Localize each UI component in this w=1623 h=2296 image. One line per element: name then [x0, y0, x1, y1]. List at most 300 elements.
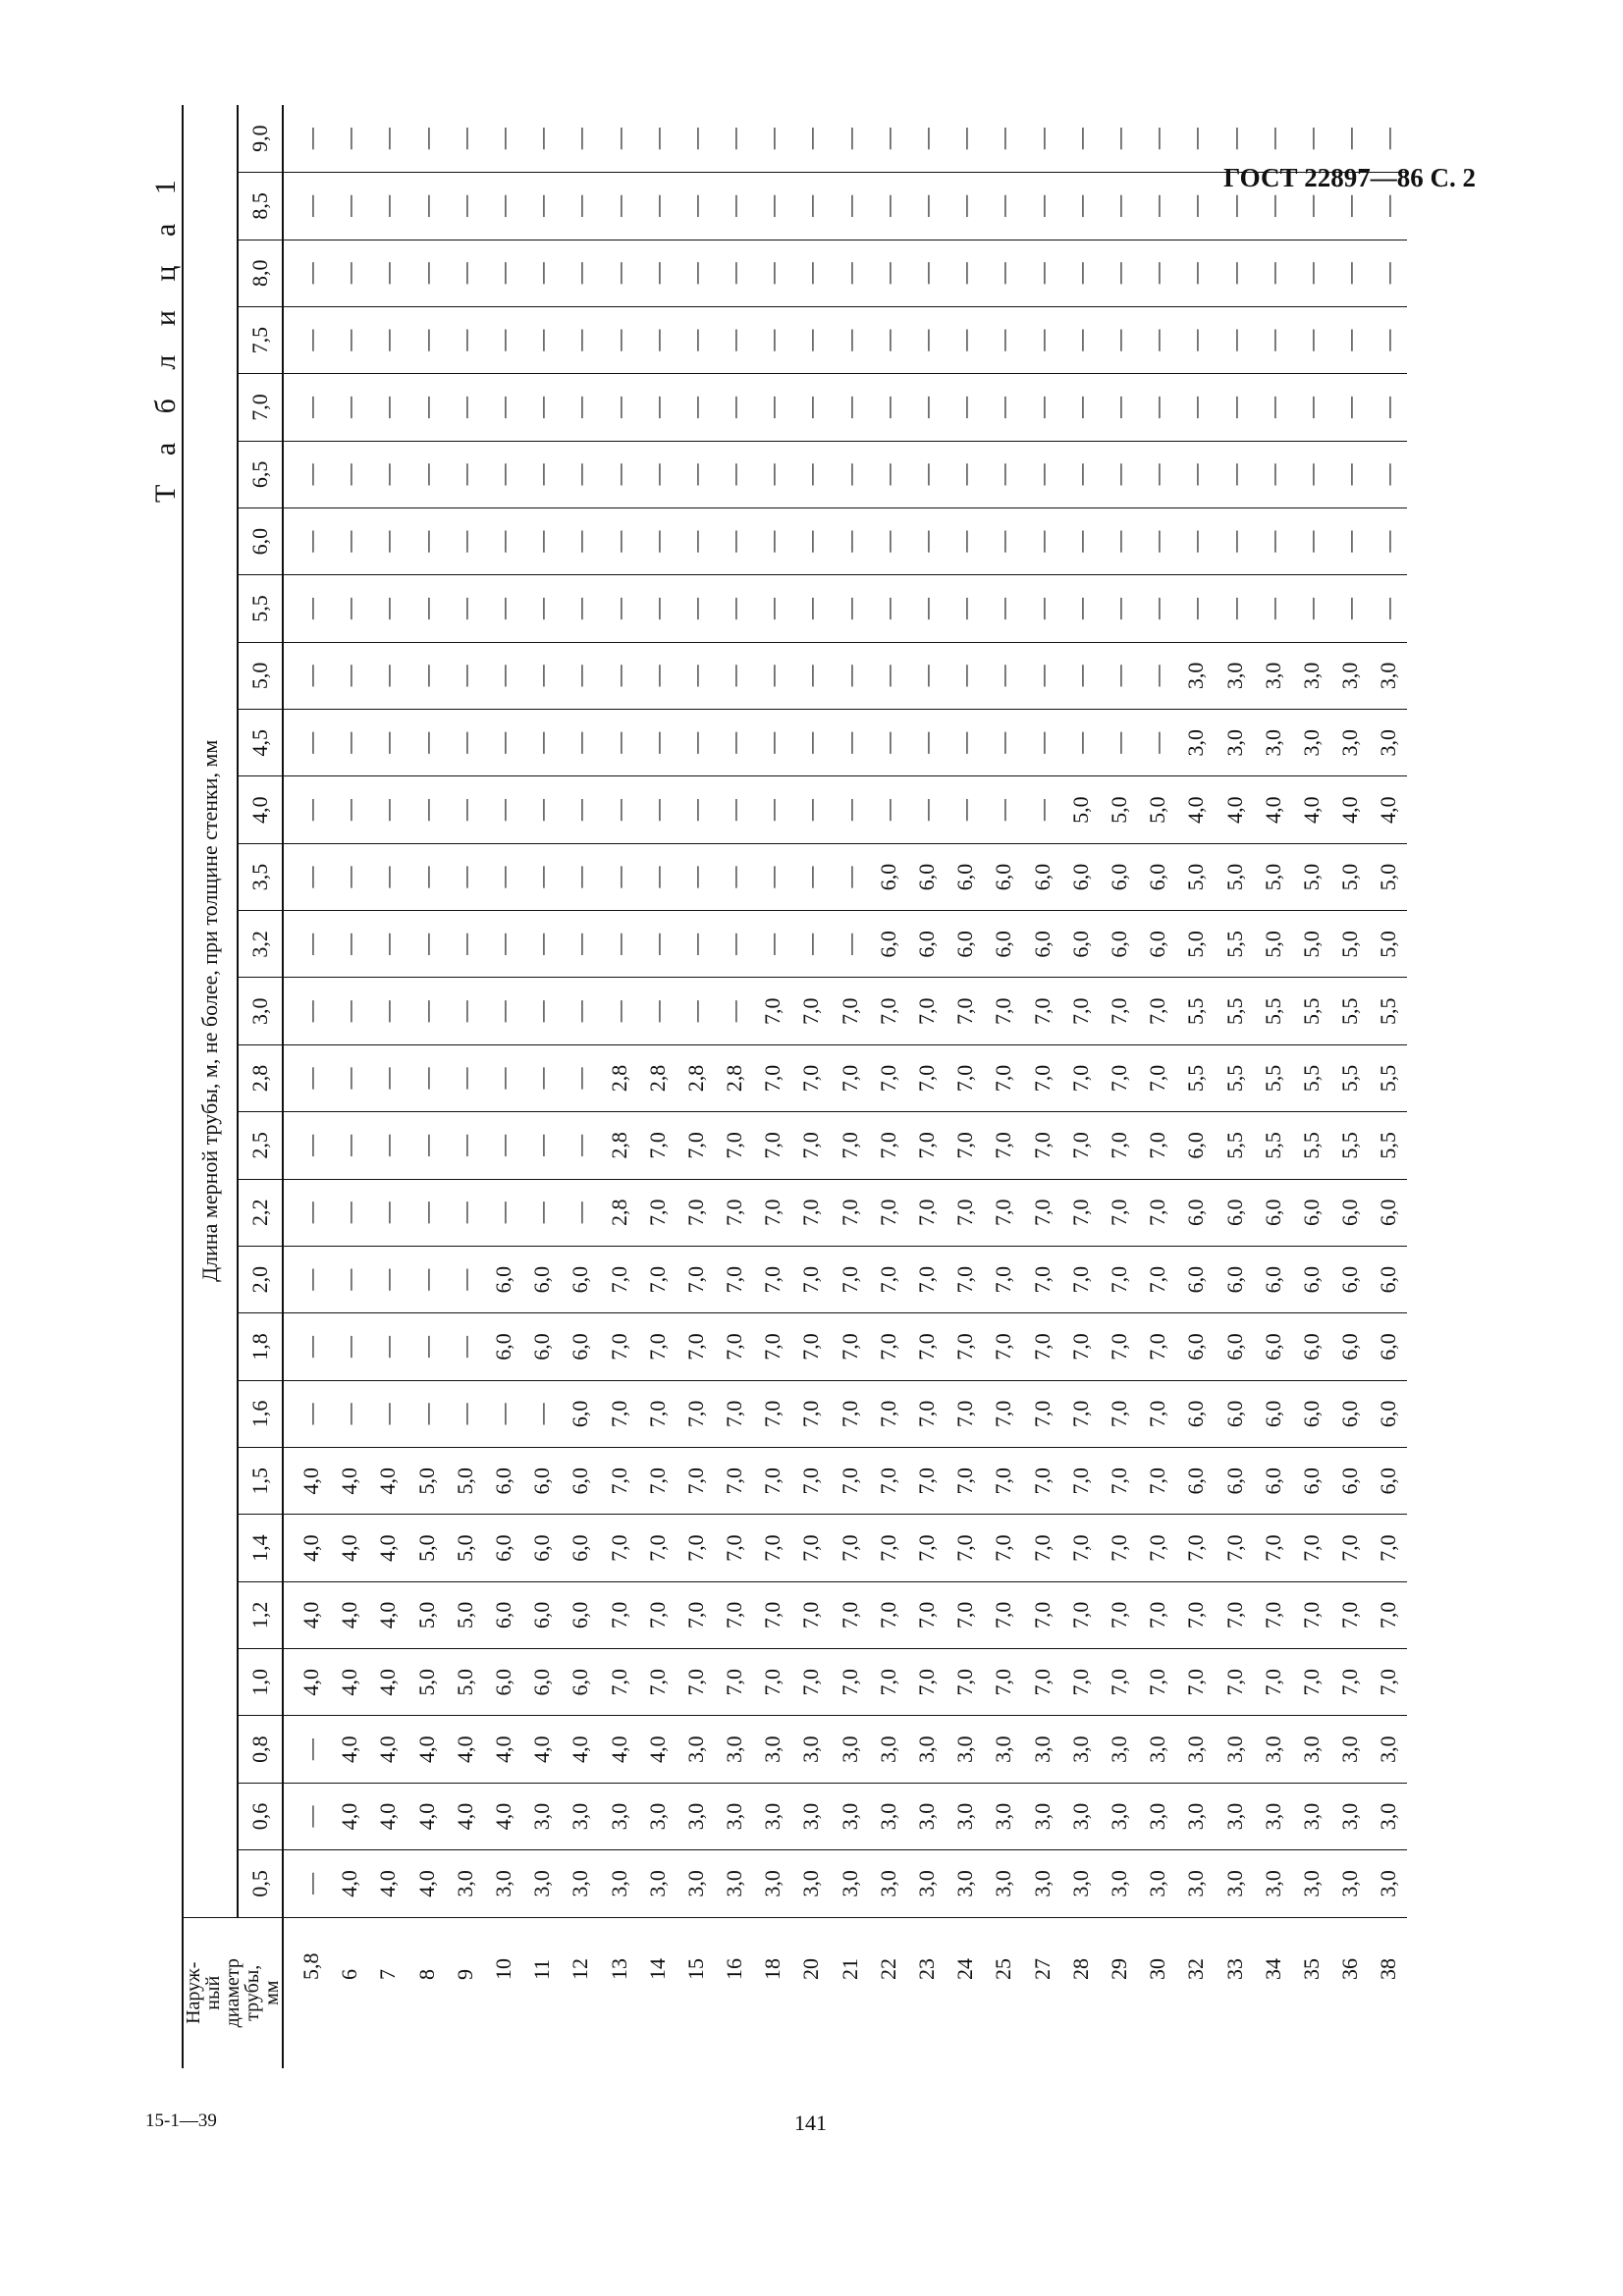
dash-value: — — [952, 530, 978, 553]
dash-value: — — [337, 866, 362, 888]
length-value: 6,0 — [529, 1467, 555, 1495]
length-value: 4,0 — [375, 1534, 401, 1562]
dash-value: — — [1376, 530, 1401, 553]
length-value: 3,0 — [1376, 1870, 1401, 1897]
length-value: 3,0 — [1260, 662, 1285, 690]
dash-value: — — [837, 799, 862, 822]
dash-value: — — [1145, 396, 1170, 418]
length-value: 5,5 — [1221, 931, 1247, 958]
length-value: 7,0 — [798, 1400, 824, 1428]
dash-value: — — [337, 933, 362, 955]
dash-value: — — [644, 396, 670, 418]
dash-value: — — [413, 530, 439, 553]
dash-value: — — [337, 1335, 362, 1358]
dash-value: — — [298, 1872, 323, 1895]
length-value: 7,0 — [1183, 1601, 1209, 1629]
length-value: 6,0 — [1145, 863, 1170, 891]
length-value: 7,0 — [798, 1199, 824, 1227]
dash-value: — — [682, 866, 708, 888]
length-value: 6,0 — [1183, 1132, 1209, 1159]
length-value: 6,0 — [568, 1601, 593, 1629]
dash-value: — — [1183, 463, 1209, 486]
dash-value: — — [1106, 329, 1131, 351]
length-value: 7,0 — [1376, 1601, 1401, 1629]
dash-value: — — [952, 262, 978, 285]
thickness-header: 8,0 — [238, 240, 283, 306]
dash-value: — — [375, 1403, 401, 1425]
diameter-header — [183, 1917, 283, 2068]
dash-value: — — [529, 1134, 555, 1156]
length-value: 3,0 — [837, 1735, 862, 1763]
length-value: 6,0 — [568, 1265, 593, 1294]
dash-value: — — [490, 799, 515, 822]
length-value: 7,0 — [991, 997, 1016, 1025]
dash-value: — — [568, 1201, 593, 1224]
length-value: 6,0 — [1221, 1265, 1247, 1294]
dash-value: — — [375, 128, 401, 150]
length-value: 3,0 — [875, 1870, 900, 1897]
length-value: 3,0 — [760, 1870, 785, 1897]
length-value: 4,0 — [1183, 796, 1209, 824]
length-value: 3,0 — [1221, 1735, 1247, 1763]
length-value: 5,5 — [1298, 1132, 1324, 1159]
dash-value: — — [952, 665, 978, 687]
length-value: 5,5 — [1337, 997, 1363, 1025]
dash-value: — — [606, 866, 631, 888]
length-value: 6,0 — [875, 931, 900, 958]
dash-value: — — [760, 866, 785, 888]
length-value: 7,0 — [606, 1467, 631, 1495]
length-value: 7,0 — [682, 1601, 708, 1629]
dash-value: — — [413, 329, 439, 351]
length-value: 7,0 — [760, 1669, 785, 1696]
length-value: 7,0 — [1106, 1064, 1131, 1093]
length-value: 6,0 — [1183, 1467, 1209, 1495]
dash-value: — — [1029, 194, 1055, 217]
dash-value: — — [452, 262, 477, 285]
dash-value: — — [875, 530, 900, 553]
length-value: 7,0 — [722, 1132, 747, 1159]
dash-value: — — [1145, 530, 1170, 553]
length-value: 4,0 — [375, 1669, 401, 1696]
length-value: 7,0 — [1106, 1265, 1131, 1294]
length-value: 7,0 — [606, 1333, 631, 1361]
length-value: 7,0 — [991, 1400, 1016, 1428]
dash-value: — — [529, 1067, 555, 1090]
span-header: Длина мерной трубы, м, не более, при толщине стенки, мм — [183, 105, 238, 1917]
length-value: 3,0 — [760, 1735, 785, 1763]
diameter-value: 12 — [568, 1958, 593, 1980]
length-value: 7,0 — [1145, 1199, 1170, 1227]
length-value: 2,8 — [606, 1199, 631, 1227]
length-value: 3,0 — [1106, 1735, 1131, 1763]
dash-value: — — [760, 799, 785, 822]
dash-value: — — [991, 128, 1016, 150]
length-value: 5,5 — [1221, 1064, 1247, 1093]
dash-value: — — [1029, 731, 1055, 754]
length-value: 7,0 — [722, 1534, 747, 1562]
dash-value: — — [1221, 262, 1247, 285]
dash-value: — — [298, 1403, 323, 1425]
length-value: 7,0 — [606, 1400, 631, 1428]
length-value: 7,0 — [760, 1467, 785, 1495]
dash-value: — — [529, 128, 555, 150]
dash-value: — — [644, 1000, 670, 1023]
length-value: 4,0 — [644, 1735, 670, 1763]
length-value: 7,0 — [722, 1601, 747, 1629]
length-value: 6,0 — [1376, 1265, 1401, 1294]
length-value: 7,0 — [798, 997, 824, 1025]
dash-value: — — [644, 463, 670, 486]
dash-value: — — [798, 665, 824, 687]
thickness-header: 6,0 — [238, 507, 283, 574]
dash-value: — — [452, 731, 477, 754]
dash-value: — — [798, 396, 824, 418]
dash-value: — — [375, 598, 401, 620]
length-value: 5,0 — [1376, 863, 1401, 891]
dash-value: — — [991, 396, 1016, 418]
length-value: 6,0 — [1298, 1467, 1324, 1495]
length-value: 6,0 — [568, 1534, 593, 1562]
dash-value: — — [798, 731, 824, 754]
dash-value: — — [568, 128, 593, 150]
diameter-value: 6 — [337, 1969, 362, 1980]
length-value: 7,0 — [760, 1064, 785, 1093]
length-value: 7,0 — [798, 1669, 824, 1696]
length-value: 7,0 — [837, 1534, 862, 1562]
diameter-value: 15 — [682, 1958, 708, 1980]
length-value: 3,0 — [1183, 1870, 1209, 1897]
dash-value: — — [682, 665, 708, 687]
dash-value: — — [452, 1268, 477, 1291]
dash-value: — — [413, 866, 439, 888]
length-value: 6,0 — [490, 1601, 515, 1629]
length-value: 3,0 — [490, 1870, 515, 1897]
thickness-column — [283, 575, 1407, 642]
length-value: 6,0 — [529, 1534, 555, 1562]
dash-value: — — [298, 598, 323, 620]
dash-value: — — [413, 1201, 439, 1224]
length-value: 7,0 — [1067, 997, 1093, 1025]
thickness-column — [283, 1179, 1407, 1246]
dash-value: — — [1029, 799, 1055, 822]
length-value: 7,0 — [644, 1265, 670, 1294]
length-value: 3,0 — [952, 1735, 978, 1763]
dash-value: — — [798, 128, 824, 150]
dash-value: — — [452, 933, 477, 955]
diameter-value: 11 — [529, 1958, 555, 1980]
length-value: 6,0 — [1067, 863, 1093, 891]
length-value: 3,0 — [914, 1735, 939, 1763]
length-value: 2,8 — [722, 1064, 747, 1093]
length-value: 5,0 — [1260, 863, 1285, 891]
length-value: 3,0 — [644, 1802, 670, 1831]
length-value: 7,0 — [952, 1132, 978, 1159]
length-value: 5,0 — [1145, 796, 1170, 824]
dash-value: — — [1298, 463, 1324, 486]
dash-value: — — [452, 194, 477, 217]
length-value: 6,0 — [490, 1669, 515, 1696]
thickness-column — [283, 1380, 1407, 1447]
length-value: 7,0 — [682, 1265, 708, 1294]
body-row — [283, 105, 1407, 2068]
length-value: 3,0 — [798, 1735, 824, 1763]
dash-value: — — [337, 1134, 362, 1156]
dash-value: — — [798, 194, 824, 217]
dash-value: — — [1260, 262, 1285, 285]
diameter-value: 14 — [644, 1958, 670, 1980]
dash-value: — — [837, 530, 862, 553]
thickness-header: 0,6 — [238, 1783, 283, 1849]
length-value: 2,8 — [644, 1064, 670, 1093]
length-value: 7,0 — [1145, 1132, 1170, 1159]
thickness-header: 6,5 — [238, 441, 283, 507]
dash-value: — — [722, 1000, 747, 1023]
dash-value: — — [722, 262, 747, 285]
length-value: 7,0 — [644, 1199, 670, 1227]
thickness-column — [283, 240, 1407, 306]
length-value: 7,0 — [914, 1265, 939, 1294]
length-value: 4,0 — [529, 1735, 555, 1763]
length-value: 7,0 — [991, 1601, 1016, 1629]
dash-value: — — [1067, 530, 1093, 553]
length-value: 6,0 — [490, 1265, 515, 1294]
dash-value: — — [1106, 463, 1131, 486]
dash-value: — — [413, 1403, 439, 1425]
length-value: 7,0 — [875, 997, 900, 1025]
dash-value: — — [682, 262, 708, 285]
dash-value: — — [991, 799, 1016, 822]
dash-value: — — [798, 933, 824, 955]
dash-value: — — [722, 799, 747, 822]
dash-value: — — [1067, 329, 1093, 351]
dash-value: — — [952, 463, 978, 486]
dash-value: — — [452, 128, 477, 150]
length-value: 7,0 — [1029, 1265, 1055, 1294]
length-value: 7,0 — [1106, 1333, 1131, 1361]
length-value: 3,0 — [798, 1870, 824, 1897]
dash-value: — — [298, 1000, 323, 1023]
dash-value: — — [1183, 530, 1209, 553]
length-value: 5,0 — [452, 1467, 477, 1495]
length-value: 7,0 — [837, 1601, 862, 1629]
dash-value: — — [568, 194, 593, 217]
dash-value: — — [1260, 128, 1285, 150]
dash-value: — — [952, 598, 978, 620]
length-value: 3,0 — [991, 1802, 1016, 1831]
dash-value: — — [337, 1403, 362, 1425]
dash-value: — — [298, 665, 323, 687]
dash-value: — — [606, 665, 631, 687]
length-value: 3,0 — [606, 1802, 631, 1831]
diameter-value: 27 — [1029, 1958, 1055, 1980]
dash-value: — — [452, 530, 477, 553]
dash-value: — — [722, 665, 747, 687]
length-value: 7,0 — [1145, 1265, 1170, 1294]
length-value: 4,0 — [1221, 796, 1247, 824]
thickness-header: 5,5 — [238, 575, 283, 642]
dash-value: — — [375, 1335, 401, 1358]
dash-value: — — [606, 463, 631, 486]
length-value: 3,0 — [1029, 1735, 1055, 1763]
length-value: 7,0 — [1067, 1132, 1093, 1159]
thickness-header: 5,0 — [238, 642, 283, 709]
dash-value: — — [914, 194, 939, 217]
length-value: 4,0 — [298, 1669, 323, 1696]
dash-value: — — [375, 1201, 401, 1224]
length-value: 4,0 — [413, 1735, 439, 1763]
diameter-value: 32 — [1183, 1958, 1209, 1980]
length-value: 2,8 — [682, 1064, 708, 1093]
length-value: 6,0 — [529, 1265, 555, 1294]
length-value: 7,0 — [952, 1064, 978, 1093]
diameter-value: 24 — [952, 1958, 978, 1980]
length-value: 3,0 — [914, 1870, 939, 1897]
length-value: 3,0 — [1145, 1735, 1170, 1763]
length-value: 6,0 — [1145, 931, 1170, 958]
length-value: 7,0 — [760, 1199, 785, 1227]
thickness-header: 2,5 — [238, 1112, 283, 1179]
length-value: 7,0 — [875, 1534, 900, 1562]
thickness-header: 7,5 — [238, 306, 283, 373]
dash-value: — — [529, 731, 555, 754]
thickness-header: 0,8 — [238, 1716, 283, 1783]
dash-value: — — [375, 933, 401, 955]
diameter-header-line: ный — [202, 1975, 224, 2010]
dash-value: — — [375, 396, 401, 418]
dash-value: — — [1298, 194, 1324, 217]
dash-value: — — [952, 329, 978, 351]
dash-value: — — [1337, 128, 1363, 150]
length-value: 4,0 — [1298, 796, 1324, 824]
length-value: 7,0 — [952, 1467, 978, 1495]
dash-value: — — [413, 1000, 439, 1023]
dash-value: — — [1067, 262, 1093, 285]
thickness-column — [283, 710, 1407, 776]
length-value: 7,0 — [875, 1669, 900, 1696]
length-value: 6,0 — [1298, 1265, 1324, 1294]
dash-value: — — [490, 598, 515, 620]
dash-value: — — [375, 194, 401, 217]
length-value: 6,0 — [1337, 1333, 1363, 1361]
dash-value: — — [1376, 128, 1401, 150]
diameter-value: 8 — [413, 1969, 439, 1980]
thickness-header: 8,5 — [238, 173, 283, 240]
length-value: 7,0 — [952, 1669, 978, 1696]
dash-value: — — [490, 463, 515, 486]
dash-value: — — [837, 262, 862, 285]
length-value: 3,0 — [1298, 1870, 1324, 1897]
length-value: 7,0 — [875, 1467, 900, 1495]
dash-value: — — [760, 329, 785, 351]
length-value: 6,0 — [1260, 1467, 1285, 1495]
length-value: 3,0 — [644, 1870, 670, 1897]
dash-value: — — [413, 1268, 439, 1291]
dash-value: — — [1067, 194, 1093, 217]
length-value: 5,5 — [1221, 1132, 1247, 1159]
dash-value: — — [298, 530, 323, 553]
thickness-column — [283, 1850, 1407, 1917]
length-value: 7,0 — [682, 1132, 708, 1159]
length-value: 7,0 — [682, 1400, 708, 1428]
length-value: 6,0 — [914, 931, 939, 958]
length-value: 3,0 — [991, 1735, 1016, 1763]
length-value: 3,0 — [875, 1735, 900, 1763]
length-value: 7,0 — [606, 1601, 631, 1629]
length-value: 7,0 — [1106, 1669, 1131, 1696]
dash-value: — — [1298, 598, 1324, 620]
length-value: 7,0 — [1067, 1333, 1093, 1361]
length-value: 7,0 — [1337, 1601, 1363, 1629]
length-value: 3,0 — [1337, 1870, 1363, 1897]
length-value: 5,5 — [1298, 997, 1324, 1025]
dash-value: — — [413, 1335, 439, 1358]
dash-value: — — [490, 1000, 515, 1023]
dash-value: — — [606, 128, 631, 150]
length-value: 7,0 — [875, 1265, 900, 1294]
dash-value: — — [644, 128, 670, 150]
rotated-table-block — [149, 105, 1556, 2068]
thickness-column — [283, 911, 1407, 978]
length-value: 7,0 — [1145, 1669, 1170, 1696]
dash-value: — — [722, 128, 747, 150]
thickness-column — [283, 1313, 1407, 1380]
length-value: 3,0 — [1029, 1870, 1055, 1897]
length-value: 6,0 — [1106, 863, 1131, 891]
length-value: 5,0 — [1183, 931, 1209, 958]
dash-value: — — [1106, 731, 1131, 754]
length-value: 7,0 — [1221, 1669, 1247, 1696]
length-value: 3,0 — [722, 1802, 747, 1831]
dash-value: — — [298, 463, 323, 486]
dash-value: — — [682, 933, 708, 955]
dash-value: — — [875, 396, 900, 418]
dash-value: — — [1376, 194, 1401, 217]
dash-value: — — [413, 1134, 439, 1156]
dash-value: — — [1029, 262, 1055, 285]
length-value: 5,0 — [1337, 931, 1363, 958]
length-value: 7,0 — [644, 1601, 670, 1629]
dash-value: — — [606, 933, 631, 955]
dash-value: — — [375, 1067, 401, 1090]
length-value: 7,0 — [644, 1132, 670, 1159]
thickness-column — [283, 105, 1407, 173]
dash-value: — — [760, 731, 785, 754]
length-value: 7,0 — [760, 1400, 785, 1428]
dash-value: — — [837, 463, 862, 486]
diameter-value: 23 — [914, 1958, 939, 1980]
length-value: 3,0 — [798, 1802, 824, 1831]
thickness-header: 7,0 — [238, 374, 283, 441]
length-value: 3,0 — [1183, 729, 1209, 757]
length-value: 7,0 — [1298, 1669, 1324, 1696]
length-value: 7,0 — [1260, 1669, 1285, 1696]
length-value: 6,0 — [1376, 1199, 1401, 1227]
length-value: 7,0 — [682, 1333, 708, 1361]
dash-value: — — [529, 598, 555, 620]
length-value: 6,0 — [1221, 1333, 1247, 1361]
diameter-value: 38 — [1376, 1958, 1401, 1980]
length-value: 7,0 — [682, 1534, 708, 1562]
dash-value: — — [568, 799, 593, 822]
length-value: 6,0 — [952, 931, 978, 958]
length-value: 7,0 — [798, 1333, 824, 1361]
dash-value: — — [837, 731, 862, 754]
length-value: 7,0 — [1106, 1132, 1131, 1159]
length-value: 7,0 — [722, 1333, 747, 1361]
length-value: 3,0 — [1145, 1802, 1170, 1831]
dash-value: — — [1145, 598, 1170, 620]
